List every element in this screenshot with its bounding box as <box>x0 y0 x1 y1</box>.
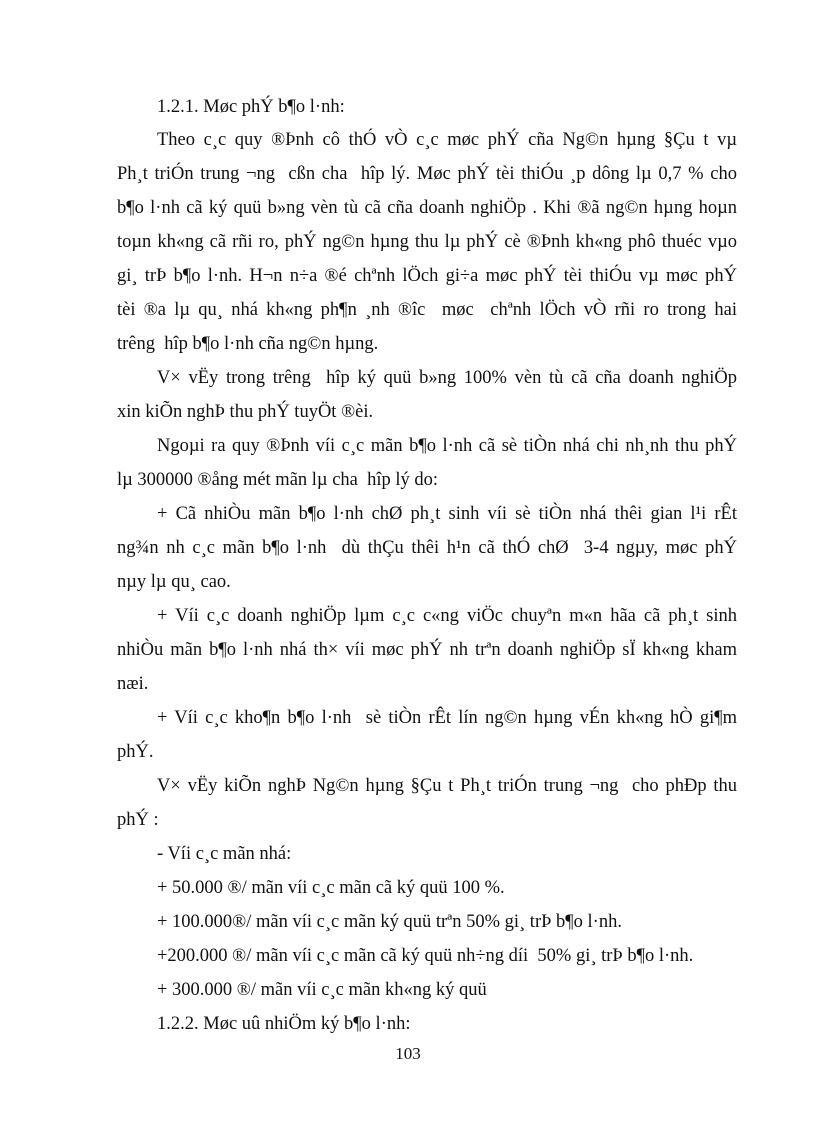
paragraph-1-line-5: gi¸ trÞ b¶o l·nh. H¬n n÷a ®é chªnh lÖch gi÷a møc phÝ tèi thiÓu vµ møc phÝ <box>117 266 737 286</box>
paragraph-1-line-2: Ph¸t triÓn trung ¬ng cßn cha hîp lý. Møc phÝ tèi thiÓu ¸p dông lµ 0,7 % cho <box>117 164 737 184</box>
page-number: 103 <box>395 1044 421 1063</box>
bullet-1-line-3: nµy lµ qu¸ cao. <box>117 572 231 592</box>
paragraph-1-line-3: b¶o l·nh cã ký quü b»ng vèn tù cã cña doanh nghiÖp . Khi ®ã ng©n hµng hoµn <box>117 198 737 218</box>
bullet-1-line-1: + Cã nhiÒu mãn b¶o l·nh chØ ph¸t sinh víi sè tiÒn nhá thêi gian l¹i rÊt <box>157 504 737 524</box>
bullet-2-line-1: + Víi c¸c doanh nghiÖp lµm c¸c c«ng viÖc chuyªn m«n hãa cã ph¸t sinh <box>157 606 737 626</box>
paragraph-1-line-7: trêng hîp b¶o l·nh cña ng©n hµng. <box>117 334 379 354</box>
paragraph-4-line-2: phÝ : <box>117 810 159 830</box>
section-heading-1-2-1: 1.2.1. Møc phÝ b¶o l·nh: <box>157 97 345 117</box>
paragraph-1-line-4: toµn kh«ng cã rñi ro, phÝ ng©n hµng thu lµ phÝ cè ®Þnh kh«ng phô thuéc vµo <box>117 232 737 252</box>
fee-list-heading: - Víi c¸c mãn nhá: <box>157 844 292 864</box>
bullet-2-line-2: nhiÒu mãn b¶o l·nh nhá th× víi møc phÝ nh trªn doanh nghiÖp sÏ kh«ng kham <box>117 640 737 660</box>
bullet-2-line-3: næi. <box>117 674 149 694</box>
paragraph-1-line-1: Theo c¸c quy ®Þnh cô thÓ vÒ c¸c møc phÝ cña Ng©n hµng §Çu t vµ <box>157 130 737 150</box>
bullet-3-line-1: + Víi c¸c kho¶n b¶o l·nh sè tiÒn rÊt lín ng©n hµng vÉn kh«ng hÒ gi¶m <box>157 708 737 728</box>
paragraph-3-line-1: Ngoµi ra quy ®Þnh víi c¸c mãn b¶o l·nh cã sè tiÒn nhá chi nh¸nh thu phÝ <box>157 436 737 456</box>
paragraph-2-line-2: xin kiÕn nghÞ thu phÝ tuyÖt ®èi. <box>117 402 374 422</box>
paragraph-2-line-1: V× vËy trong trêng hîp ký quü b»ng 100% vèn tù cã cña doanh nghiÖp <box>157 368 737 388</box>
fee-item-3: +200.000 ®/ mãn víi c¸c mãn cã ký quü nh÷ng díi 50% gi¸ trÞ b¶o l·nh. <box>157 946 694 966</box>
fee-item-2: + 100.000®/ mãn víi c¸c mãn ký quü trªn 50% gi¸ trÞ b¶o l·nh. <box>157 912 622 932</box>
paragraph-1-line-6: tèi ®a lµ qu¸ nhá kh«ng ph¶n ¸nh ®îc møc chªnh lÖch vÒ rñi ro trong hai <box>117 300 737 320</box>
paragraph-4-line-1: V× vËy kiÕn nghÞ Ng©n hµng §Çu t Ph¸t triÓn trung ¬ng cho phÐp thu <box>157 776 737 796</box>
bullet-1-line-2: ng¾n nh c¸c mãn b¶o l·nh dù thÇu thêi h¹n cã thÓ chØ 3-4 ngµy, møc phÝ <box>117 538 737 558</box>
paragraph-3-line-2: lµ 300000 ®ång mét mãn lµ cha hîp lý do: <box>117 470 439 490</box>
section-heading-1-2-2: 1.2.2. Møc uû nhiÖm ký b¶o l·nh: <box>157 1014 411 1034</box>
fee-item-1: + 50.000 ®/ mãn víi c¸c mãn cã ký quü 100 %. <box>157 878 505 898</box>
fee-item-4: + 300.000 ®/ mãn víi c¸c mãn kh«ng ký quü <box>157 980 487 1000</box>
bullet-3-line-2: phÝ. <box>117 742 154 762</box>
